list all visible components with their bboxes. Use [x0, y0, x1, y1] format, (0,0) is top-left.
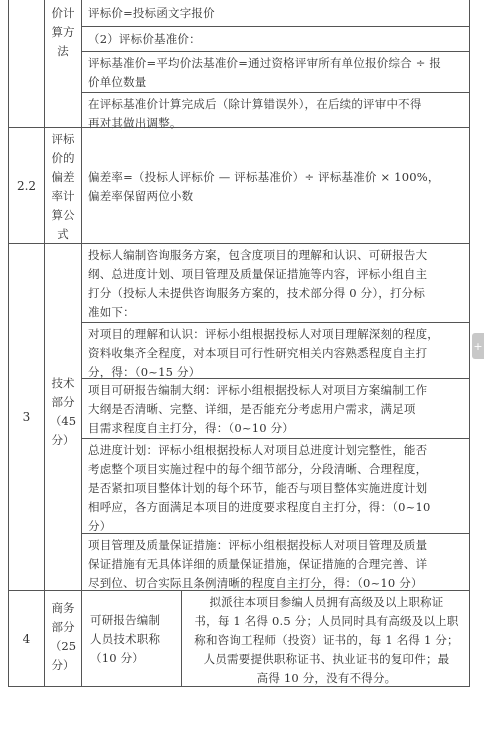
method-line-1: 评标价=投标函文字报价 — [81, 0, 470, 27]
tech-intro: 投标人编制咨询服务方案，包含度项目的理解和认识、可研报告大 纲、总进度计划、项目管理及质量保证措施等内容，评标小组自主 打分（投标人未提供咨询服务方案的，技术部分得 0 分），打分标 准如下： — [81, 243, 470, 323]
row-3-number: 3 — [8, 243, 45, 591]
row-22-number: 2.2 — [8, 127, 45, 244]
method-line-2: （2）评标价基准价： — [81, 26, 470, 52]
tech-understanding: 对项目的理解和认识：评标小组根据投标人对项目理解深刻的程度， 资料收集齐全程度，对本项目可行性研究相关内容熟悉程度自主打 分，得：（0~15 分） — [81, 322, 470, 379]
method-line-3: 评标基准价=平均价法基准价=通过资格评审所有单位报价综合 ÷ 报 价单位数量 — [81, 51, 470, 93]
row-4-label: 商务 部分 （25 分） — [44, 590, 82, 687]
row-4-subitem: 可研报告编制 人员技术职称 （10 分） — [81, 590, 182, 687]
row-22-label: 评标 价的 偏差 率计 算公 式 — [44, 127, 82, 244]
tech-outline: 项目可研报告编制大纲：评标小组根据投标人对项目方案编制工作 大纲是否清晰、完整、详细，是否能充分考虑用户需求，满足项 目需求程度自主打分，得：（0~10 分） — [81, 378, 470, 439]
row-22-formula: 偏差率=（投标人评标价 — 评标基准价）÷ 评标基准价 × 100%， 偏差率保留两位小数 — [81, 127, 470, 244]
row-method-label: 价计 算方 法 — [44, 0, 82, 128]
row-3-label: 技术 部分 （45 分） — [44, 243, 82, 591]
side-expand-handle[interactable]: + — [472, 333, 484, 359]
tech-quality: 项目管理及质量保证措施：评标小组根据投标人对项目管理及质量 保证措施有无具体详细的质量保证措施，保证措施的合理完善、详 尽到位、切合实际且条例清晰的程度自主打分，得：（0~10 分） — [81, 533, 470, 591]
row-method-number-cell — [8, 0, 45, 128]
tech-schedule: 总进度计划：评标小组根据投标人对项目总进度计划完整性，能否 考虑整个项目实施过程中的每个细节部分，分段清晰、合理程度， 是否紧扣项目整体计划的每个环节，能否与项目整体实施进度计划 相呼应，各方面满足本项目的进度要求程度自主打分，得：（0~10 分） — [81, 438, 470, 534]
row-4-criteria: 拟派往本项目参编人员拥有高级及以上职称证 书，每 1 名得 0.5 分；人员同时具有高级及以上职 称和咨询工程师（投资）证书的，每 1 名得 1 分； 人员需要提供职称证书、执业证书的复印件；最 高得 10 分，没有不得分。 — [181, 590, 470, 687]
row-4-number: 4 — [8, 590, 45, 687]
method-line-4: 在评标基准价计算完成后（除计算错误外），在后续的评审中不得 再对其做出调整。 — [81, 92, 470, 128]
